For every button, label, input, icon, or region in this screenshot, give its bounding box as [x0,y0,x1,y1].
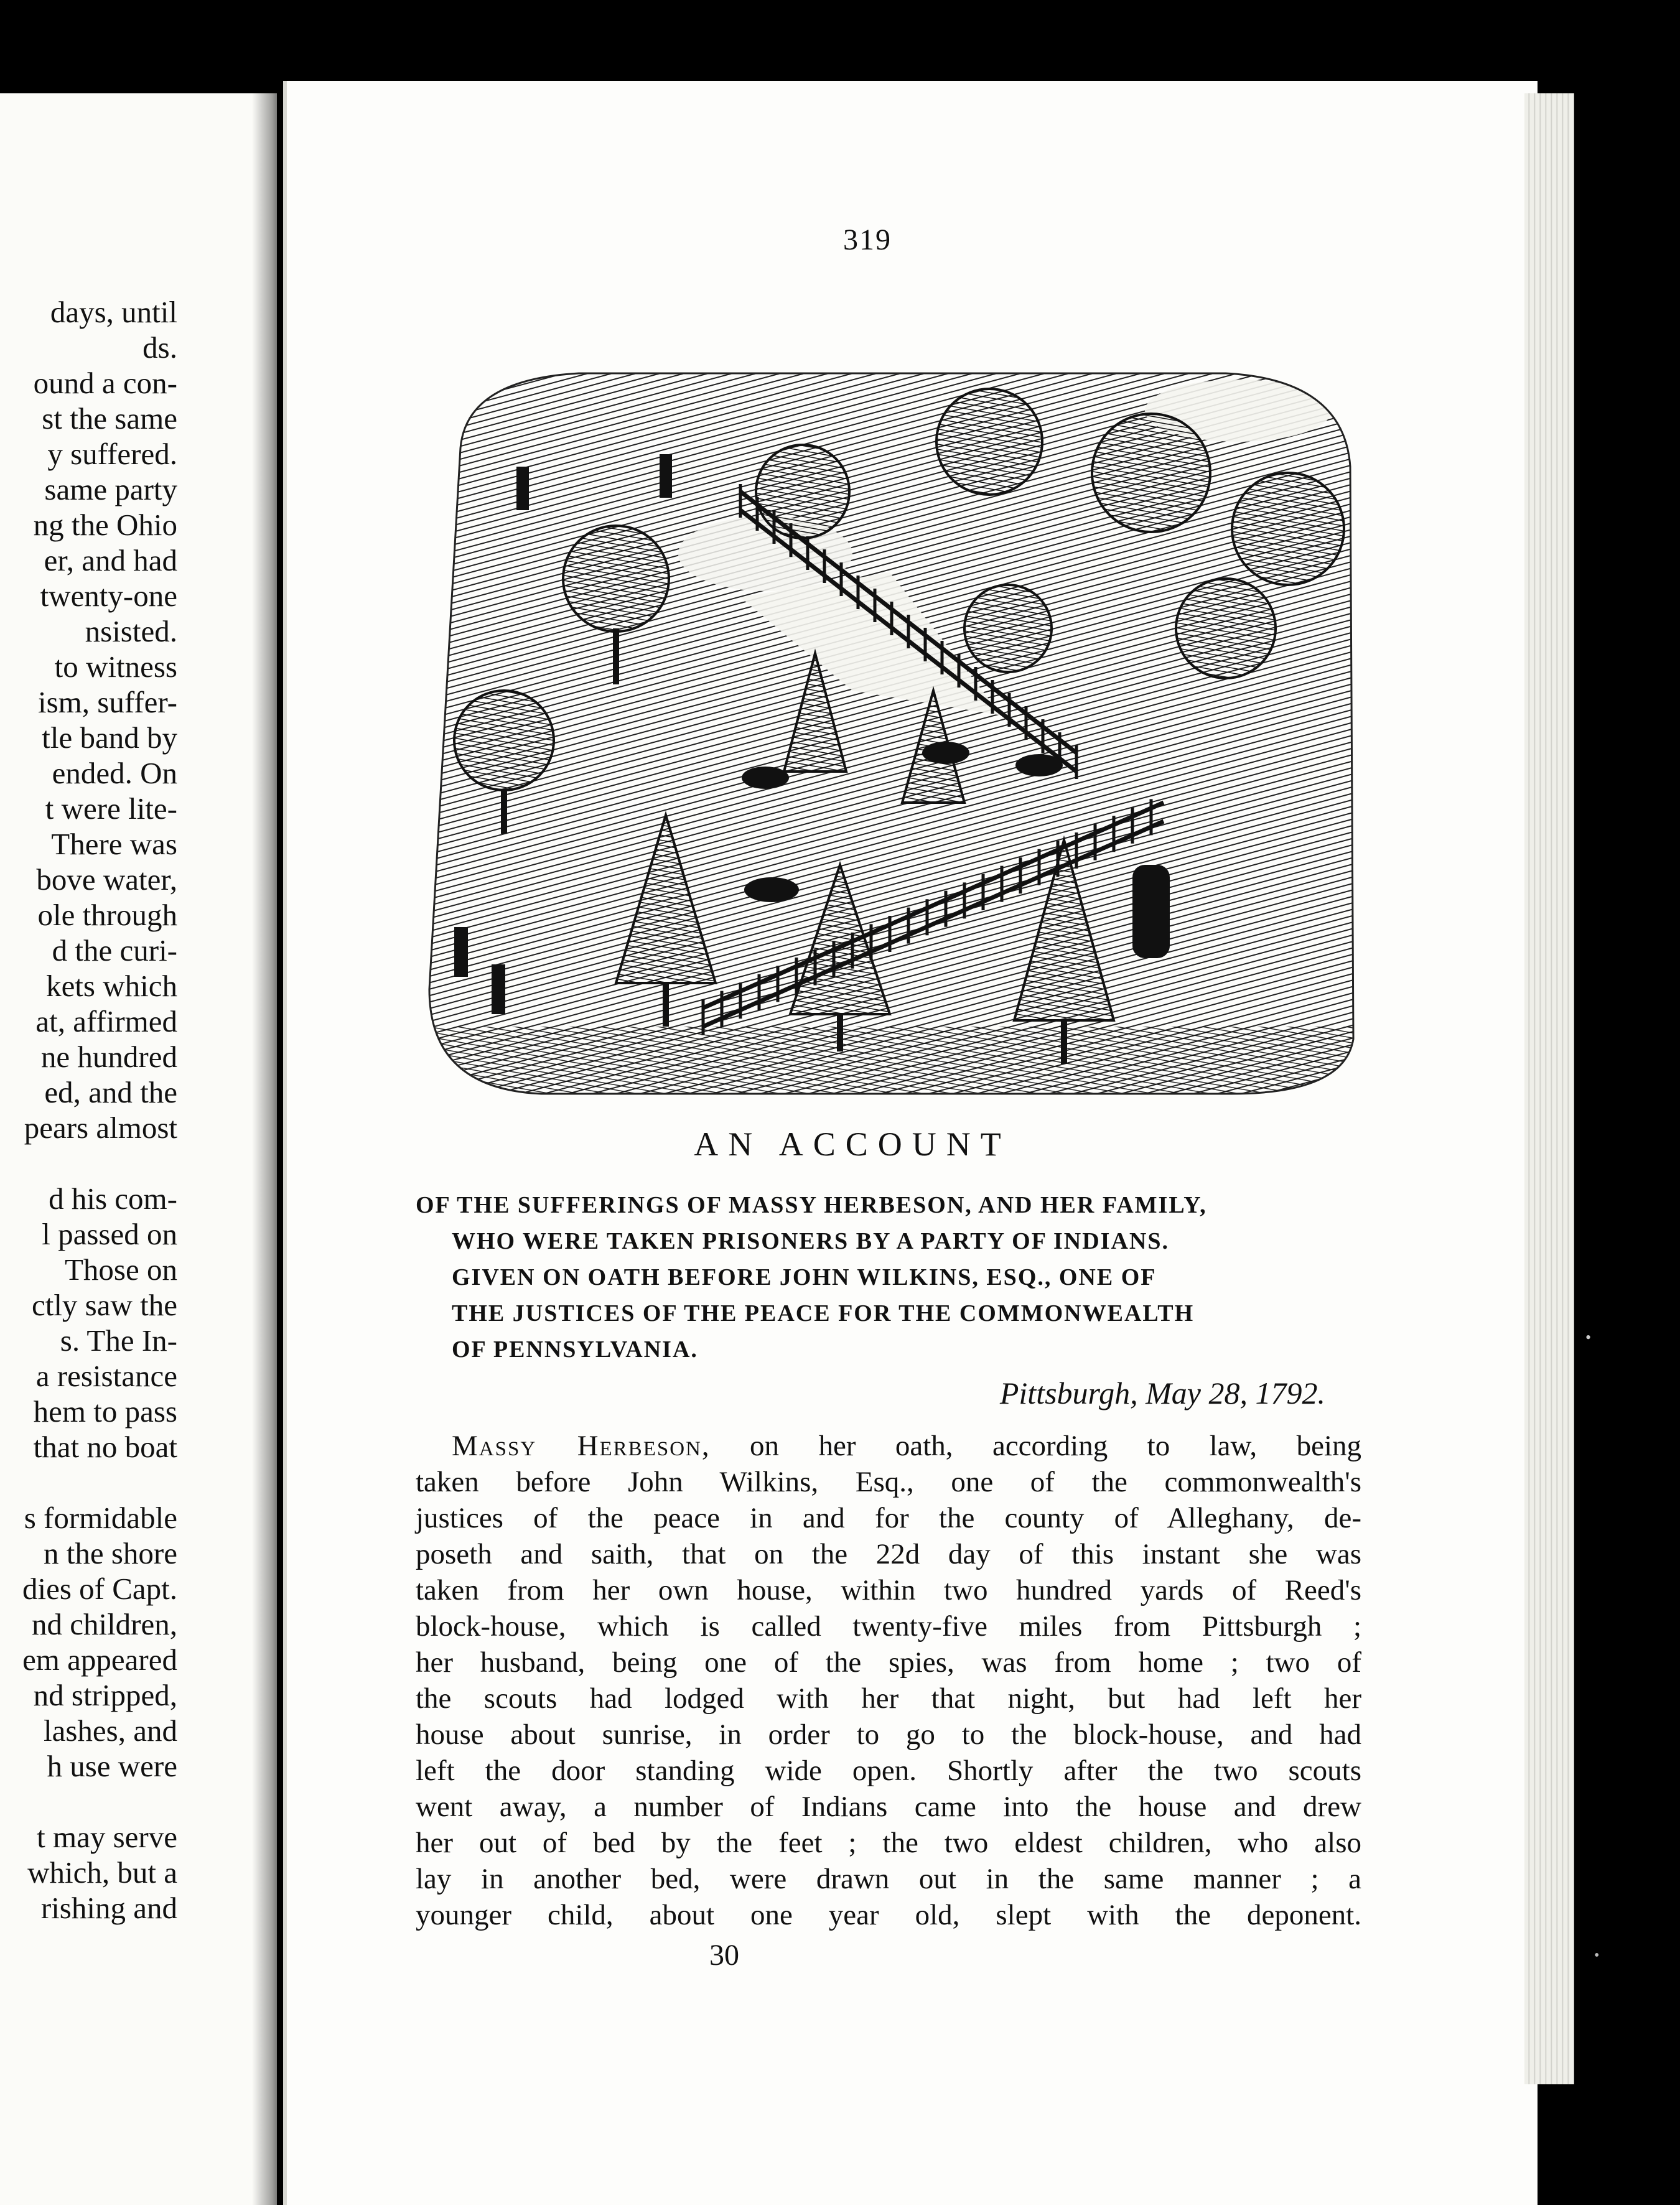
body-line: taken from her own house, within two hundred yards of Reed's [416,1574,1361,1606]
left-page-line: ole through [37,898,177,932]
left-page-text [22,294,177,1926]
left-page-line: s formidable [24,1501,177,1535]
left-page-line: y suffered. [47,437,177,471]
body-line: block-house, which is called twenty-five miles from Pittsburgh ; [416,1610,1361,1643]
left-page-line: d his com- [49,1182,177,1216]
left-page-line: em appeared [22,1643,177,1677]
left-page-line: ctly saw the [31,1288,177,1322]
signature-mark: 30 [709,1939,739,1972]
left-page-line: l passed on [42,1217,177,1251]
left-page-line: that no boat [33,1430,177,1464]
left-page-line: Those on [65,1252,177,1287]
body-line: her out of bed by the feet ; the two eldest children, who also [416,1827,1361,1859]
left-page-line: ed, and the [44,1075,177,1109]
left-page-line: ound a con- [33,366,177,400]
left-page-line: ism, suffer- [37,685,177,719]
left-page-line: ds. [142,330,177,365]
left-page-line: lashes, and [44,1713,177,1748]
left-page-line: s. The In- [60,1323,177,1358]
left-page-line: dies of Capt. [22,1572,177,1606]
chapter-subtitle [416,1187,1361,1368]
paragraph-gap [22,1465,177,1500]
body-lead-name: Massy Herbeson, [452,1430,711,1462]
scan-speck: • [1594,1947,1600,1964]
left-page-line: er, and had [44,543,177,577]
body-line [416,1428,1361,1464]
body-line: justices of the peace in and for the county of Alleghany, de- [416,1502,1361,1534]
body-line: poseth and saith, that on the 22d day of this instant she was [416,1538,1361,1570]
body-line: lay in another bed, were drawn out in the same manner ; a [416,1863,1361,1895]
body-line: younger child, about one year old, slept with the deponent. [416,1899,1361,1931]
left-page-line: bove water, [36,862,177,897]
page-number: 319 [843,223,892,256]
body-line: left the door standing wide open. Shortly after the two scouts [416,1755,1361,1787]
left-page-line: There was [51,827,177,861]
subtitle-line: WHO WERE TAKEN PRISONERS BY A PARTY OF INDIANS. [452,1228,1169,1254]
left-page-line: to witness [54,650,177,684]
left-page-line: rishing and [40,1891,177,1925]
paragraph-gap [22,1784,177,1819]
left-page-line: pears almost [24,1111,177,1145]
left-page-line: nd children, [31,1607,177,1641]
left-page-line: ng the Ohio [33,508,177,542]
body-first-line: on her oath, according to law, being [750,1430,1362,1462]
dateline: Pittsburgh, May 28, 1792. [999,1376,1325,1410]
left-page-line: at, affirmed [35,1004,177,1038]
subtitle-line: GIVEN ON OATH BEFORE JOHN WILKINS, ESQ., ONE OF [452,1264,1157,1290]
left-page-line: h use were [47,1749,177,1783]
left-page-line: kets which [46,969,177,1003]
left-page-line: same party [44,472,177,506]
body-line: house about sunrise, in order to go to the block-house, and had [416,1718,1361,1751]
subtitle-line: OF PENNSYLVANIA. [452,1336,698,1363]
left-page-line: hem to pass [33,1394,177,1429]
body-line: went away, a number of Indians came into the house and drew [416,1791,1361,1823]
left-page-line: ended. On [52,756,177,790]
chapter-title: AN ACCOUNT [694,1126,1011,1163]
page-edges [1524,93,1574,2084]
left-page-line: twenty-one [40,579,177,613]
woodcut-illustration [417,367,1358,1098]
body-line: her husband, being one of the spies, was from home ; two of [416,1646,1361,1679]
left-page-line: n the shore [44,1536,177,1570]
left-page-line: d the curi- [52,933,177,967]
body-paragraph [416,1428,1361,1933]
subtitle-line: THE JUSTICES OF THE PEACE FOR THE COMMONWEALTH [452,1300,1195,1326]
body-line: taken before John Wilkins, Esq., one of the commonwealth's [416,1466,1361,1498]
left-page-line: ne hundred [40,1040,177,1074]
left-page-line: nsisted. [85,614,177,648]
left-page-line: which, but a [27,1855,177,1890]
left-page-line: days, until [50,295,177,329]
left-page-line: st the same [42,401,177,436]
body-line: the scouts had lodged with her that night, but had left her [416,1682,1361,1715]
left-page-line: nd stripped, [33,1678,177,1712]
left-page-line: t were lite- [45,791,177,826]
scan-speck: • [1585,1328,1592,1346]
subtitle-line: OF THE SUFFERINGS OF MASSY HERBESON, AND HER FAMILY, [416,1192,1207,1218]
left-page-line: a resistance [35,1359,177,1393]
left-page-line: t may serve [37,1820,177,1854]
left-page-line: tle band by [42,720,177,755]
